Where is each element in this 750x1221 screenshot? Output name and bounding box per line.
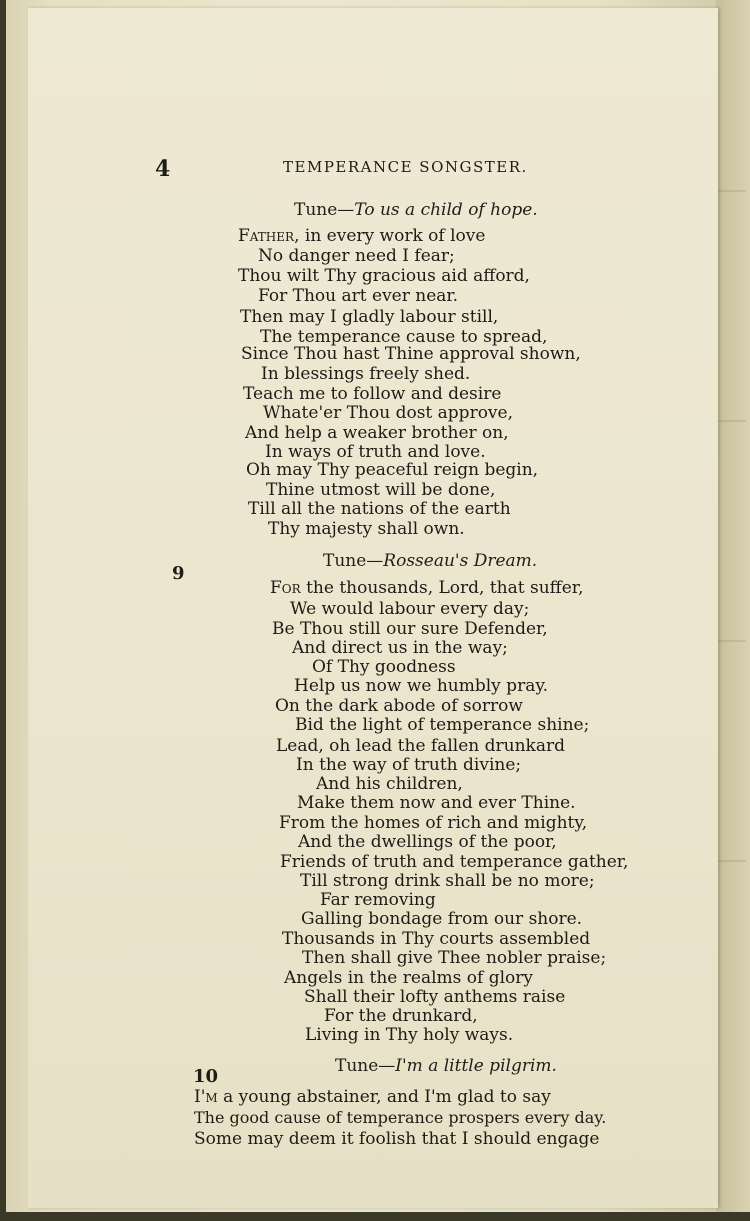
verse-line: Thou wilt Thy gracious aid afford, (238, 266, 530, 286)
verse-line: Thy majesty shall own. (268, 519, 465, 539)
verse-line: Of Thy goodness (312, 657, 456, 677)
verse-line: Then shall give Thee nobler praise; (302, 948, 607, 968)
verse-line: Lead, oh lead the fallen drunkard (276, 736, 565, 756)
page-header (155, 152, 575, 182)
verse-line: Galling bondage from our shore. (301, 909, 583, 929)
verse-line: Since Thou hast Thine approval shown, (241, 344, 581, 364)
verse-line: Friends of truth and temperance gather, (280, 852, 629, 872)
verse-line: Make them now and ever Thine. (297, 793, 576, 813)
verse-line: In ways of truth and love. (265, 442, 486, 462)
verse-line: Living in Thy holy ways. (305, 1025, 514, 1045)
verse-line: And help a weaker brother on, (245, 423, 509, 443)
verse-line: Thousands in Thy courts assembled (282, 929, 591, 949)
verse-line: In blessings freely shed. (261, 364, 471, 384)
verse-line: And his children, (316, 774, 463, 794)
verse-line: Then may I gladly labour still, (240, 307, 499, 327)
verse-line: Till all the nations of the earth (248, 499, 511, 519)
verse-line: Help us now we humbly pray. (294, 676, 549, 696)
verse-line: Teach me to follow and desire (243, 384, 502, 404)
verse-line: Thine utmost will be done, (266, 480, 496, 500)
verse-line: Some may deem it foolish that I should engage (194, 1129, 600, 1149)
verse-line: Far removing (320, 890, 436, 910)
verse-line: Be Thou still our sure Defender, (272, 619, 548, 639)
verse-line: Angels in the realms of glory (284, 968, 533, 988)
hymn-number: 9 (172, 563, 185, 584)
verse-line: Bid the light of temperance shine; (295, 715, 590, 735)
verse-line: In the way of truth divine; (296, 755, 522, 775)
hymn-number: 10 (193, 1066, 219, 1087)
verse-line: I'm a young abstainer, and I'm glad to say (194, 1087, 551, 1107)
verse-line: Whate'er Thou dost approve, (263, 403, 513, 423)
verse-line: The temperance cause to spread, (260, 327, 548, 347)
verse-line: On the dark abode of sorrow (275, 696, 523, 716)
verse-line: Father, in every work of love (238, 226, 486, 246)
verse-line: Till strong drink shall be no more; (300, 871, 595, 891)
verse-line: Oh may Thy peaceful reign begin, (246, 460, 539, 480)
verse-line: The good cause of temperance prospers every day. (194, 1108, 607, 1127)
verse-line: And the dwellings of the poor, (298, 832, 557, 852)
verse-line: For the thousands, Lord, that suffer, (270, 578, 584, 598)
verse-line: No danger need I fear; (258, 246, 455, 266)
verse-line: For Thou art ever near. (258, 286, 459, 306)
running-head: TEMPERANCE SONGSTER. (283, 158, 528, 176)
page-number: 4 (155, 156, 171, 182)
tune-title: Tune—Rosseau's Dream. (323, 551, 538, 571)
facing-page-edge (716, 0, 750, 1212)
verse-line: For the drunkard, (324, 1006, 478, 1026)
tune-title: Tune—To us a child of hope. (294, 200, 538, 220)
verse-line: Shall their lofty anthems raise (304, 987, 566, 1007)
verse-line: From the homes of rich and mighty, (279, 813, 588, 833)
verse-line: And direct us in the way; (292, 638, 508, 658)
verse-line: We would labour every day; (290, 599, 530, 619)
tune-title: Tune—I'm a little pilgrim. (335, 1056, 557, 1076)
